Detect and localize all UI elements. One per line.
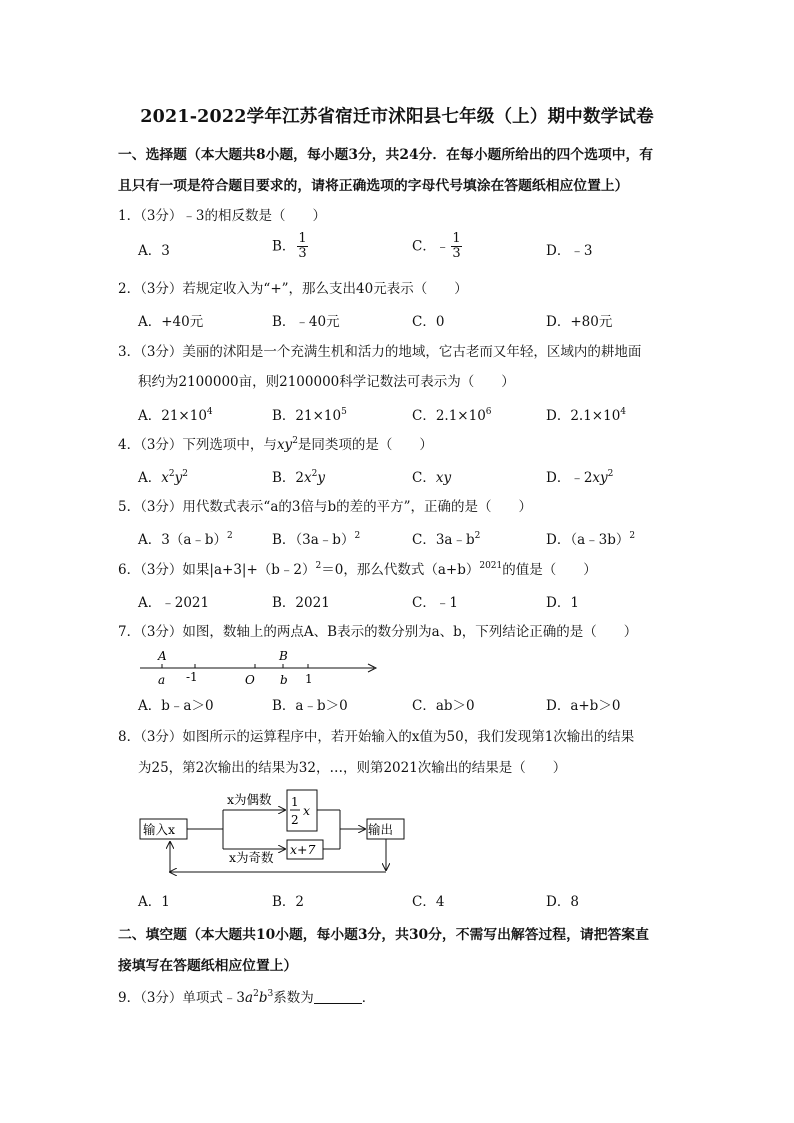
input-box-label: 输入x — [143, 822, 176, 837]
origin-label: O — [245, 673, 255, 687]
half-variable: x — [303, 803, 311, 818]
point-label-A: A — [158, 649, 167, 663]
variable: xy — [592, 470, 608, 486]
question-4-stem — [118, 430, 688, 461]
question-2-option-d: D．+80元 — [546, 314, 613, 330]
question-3-option-d — [546, 406, 626, 426]
value-label-a: a — [158, 673, 166, 687]
variable: y — [174, 470, 183, 486]
option-label: C． — [412, 470, 436, 486]
question-7-option-a: A．b﹣a＞0 — [138, 698, 214, 714]
question-8-option-b: B．2 — [272, 894, 305, 910]
exponent: 2 — [253, 989, 259, 999]
option-label: A． — [138, 470, 162, 486]
question-2-option-c: C．0 — [412, 314, 445, 330]
option-text: A．3（a﹣b） — [138, 532, 228, 548]
option-text: C．3a﹣b — [412, 532, 475, 548]
exponent: 2 — [474, 531, 481, 541]
point-label-B: B — [279, 649, 288, 663]
question-5-option-b — [272, 530, 360, 550]
section-2-header — [118, 920, 678, 982]
question-6-option-d: D．1 — [546, 595, 579, 611]
question-6-stem — [118, 555, 688, 586]
question-4-option-c — [412, 468, 451, 488]
exponent: 2 — [292, 436, 298, 446]
output-box-label: 输出 — [368, 822, 394, 837]
exponent: 4 — [206, 407, 213, 417]
fraction-numerator: 1 — [298, 231, 307, 246]
question-7-option-b: B．a﹣b＞0 — [272, 698, 348, 714]
question-9-stem — [118, 983, 688, 1014]
question-8-option-c: C．4 — [412, 894, 445, 910]
exponent: 2 — [607, 469, 614, 479]
stem-text: 是同类项的是（ ） — [297, 437, 433, 453]
fraction-denominator: 3 — [298, 246, 307, 261]
question-2-option-a: A．+40元 — [138, 314, 204, 330]
exponent: 2 — [168, 469, 175, 479]
question-8-option-d: D．8 — [546, 894, 579, 910]
value-label-minus-1: -1 — [186, 670, 198, 684]
stem-text: ＝0，那么代数式（a+b） — [321, 562, 480, 578]
stem-text: 6．（3分）如果|a+3|+（b﹣2） — [118, 562, 316, 578]
exponent: 2 — [354, 531, 361, 541]
variable: a — [245, 990, 254, 1006]
question-3-option-a — [138, 406, 213, 426]
coefficient: 2 — [295, 470, 305, 486]
question-1-stem: 1．（3分）﹣3的相反数是（ ） — [118, 208, 327, 224]
fraction-denominator: 3 — [452, 246, 461, 261]
exponent: 2 — [227, 531, 233, 541]
flowchart-figure — [135, 782, 425, 884]
variable: x — [161, 470, 169, 486]
exponent: 2 — [311, 469, 318, 479]
option-b-label: B． — [272, 238, 296, 255]
option-text: D．2.1×10 — [546, 408, 621, 424]
section-1-header — [118, 140, 678, 202]
even-condition-label: x为偶数 — [227, 792, 272, 807]
question-3-stem-line-2: 积约为2100000亩，则2100000科学记数法可表示为（ ） — [138, 374, 515, 390]
option-c-label: C．﹣ — [412, 238, 450, 255]
variable: b — [258, 990, 268, 1006]
question-6-option-b: B．2021 — [272, 595, 330, 611]
exponent: 2 — [182, 469, 188, 479]
question-1-option-a: A．3 — [138, 243, 170, 259]
question-4-option-a — [138, 468, 188, 488]
question-6-option-a: A．﹣2021 — [138, 595, 210, 611]
question-8-option-a: A．1 — [138, 894, 170, 910]
fraction-one-third — [451, 232, 461, 261]
question-6-option-c: C．﹣1 — [412, 595, 458, 611]
exam-title: 2021-2022学年江苏省宿迁市沭阳县七年级（上）期中数学试卷 — [140, 107, 654, 127]
variable: x — [304, 470, 312, 486]
fraction-one-third — [297, 232, 307, 261]
question-8-stem-line-2: 为25，第2次输出的结果为32，…，则第2021次输出的结果是（ ） — [138, 760, 567, 776]
variable: y — [317, 470, 326, 486]
value-label-b: b — [280, 673, 288, 687]
exponent: 3 — [267, 989, 274, 999]
question-1-option-b — [272, 232, 310, 261]
exponent: 2021 — [479, 561, 503, 571]
question-2-stem: 2．（3分）若规定收入为“+”，那么支出40元表示（ ） — [118, 281, 468, 297]
exponent: 5 — [341, 407, 347, 417]
exponent: 4 — [620, 407, 627, 417]
exponent: 2 — [629, 531, 636, 541]
section-1-line-1: 一、选择题（本大题共8小题，每小题3分，共24分．在每小题所给出的四个选项中，有 — [118, 147, 654, 163]
half-denominator: 2 — [291, 813, 299, 827]
question-1-option-c — [412, 232, 464, 261]
number-line-figure — [130, 646, 390, 690]
section-2-line-2: 接填写在答题纸相应位置上） — [118, 958, 298, 974]
option-text: A．21×10 — [138, 408, 207, 424]
answer-blank[interactable] — [314, 990, 362, 1004]
question-5-stem: 5．（3分）用代数式表示“a的3倍与b的差的平方”，正确的是（ ） — [118, 499, 533, 515]
question-2-option-b: B．﹣40元 — [272, 314, 340, 330]
question-4-option-d — [546, 468, 613, 488]
stem-text: 的值是（ ） — [502, 562, 597, 578]
section-1-line-2: 且只有一项是符合题目要求的，请将正确选项的字母代号填涂在答题纸相应位置上） — [118, 178, 629, 194]
stem-text: 4．（3分）下列选项中，与 — [118, 437, 277, 453]
question-3-option-c — [412, 406, 492, 426]
question-1-option-d: D．﹣3 — [546, 243, 593, 259]
variable: xy — [435, 470, 452, 486]
variable: xy — [276, 437, 293, 453]
question-5-option-a — [138, 530, 233, 550]
section-2-line-1: 二、填空题（本大题共10小题，每小题3分，共30分，不需写出解答过程，请把答案直 — [118, 927, 649, 943]
question-3-stem-line-1: 3．（3分）美丽的沭阳是一个充满生机和活力的地域，它古老而又年轻，区域内的耕地面 — [118, 344, 642, 360]
question-4-option-b — [272, 468, 325, 488]
stem-text: 9．（3分）单项式﹣3 — [118, 990, 246, 1006]
fraction-numerator: 1 — [452, 231, 461, 246]
question-5-option-c — [412, 530, 480, 550]
stem-text: 系数为 — [273, 990, 314, 1006]
option-text: C．2.1×10 — [412, 408, 486, 424]
stem-text: ． — [361, 990, 376, 1006]
question-3-option-b — [272, 406, 347, 426]
question-7-stem: 7．（3分）如图，数轴上的两点A、B表示的数分别为a、b，下列结论正确的是（ ） — [118, 624, 638, 640]
value-label-1: 1 — [305, 672, 313, 686]
question-7-option-d: D．a+b＞0 — [546, 698, 621, 714]
odd-condition-label: x为奇数 — [229, 850, 274, 865]
option-text: B．（3a﹣b） — [272, 532, 355, 548]
question-8-stem-line-1: 8．（3分）如图所示的运算程序中，若开始输入的x值为50，我们发现第1次输出的结果 — [118, 729, 635, 745]
exponent: 6 — [485, 407, 492, 417]
option-text: D．（a﹣3b） — [546, 532, 630, 548]
option-text: B．21×10 — [272, 408, 342, 424]
option-label: D．﹣2 — [546, 470, 593, 486]
exponent: 2 — [315, 561, 322, 571]
question-7-option-c: C．ab＞0 — [412, 698, 475, 714]
option-label: B． — [272, 470, 296, 486]
plus-seven-label: x+7 — [290, 842, 316, 857]
question-5-option-d — [546, 530, 635, 550]
half-numerator: 1 — [291, 795, 299, 809]
